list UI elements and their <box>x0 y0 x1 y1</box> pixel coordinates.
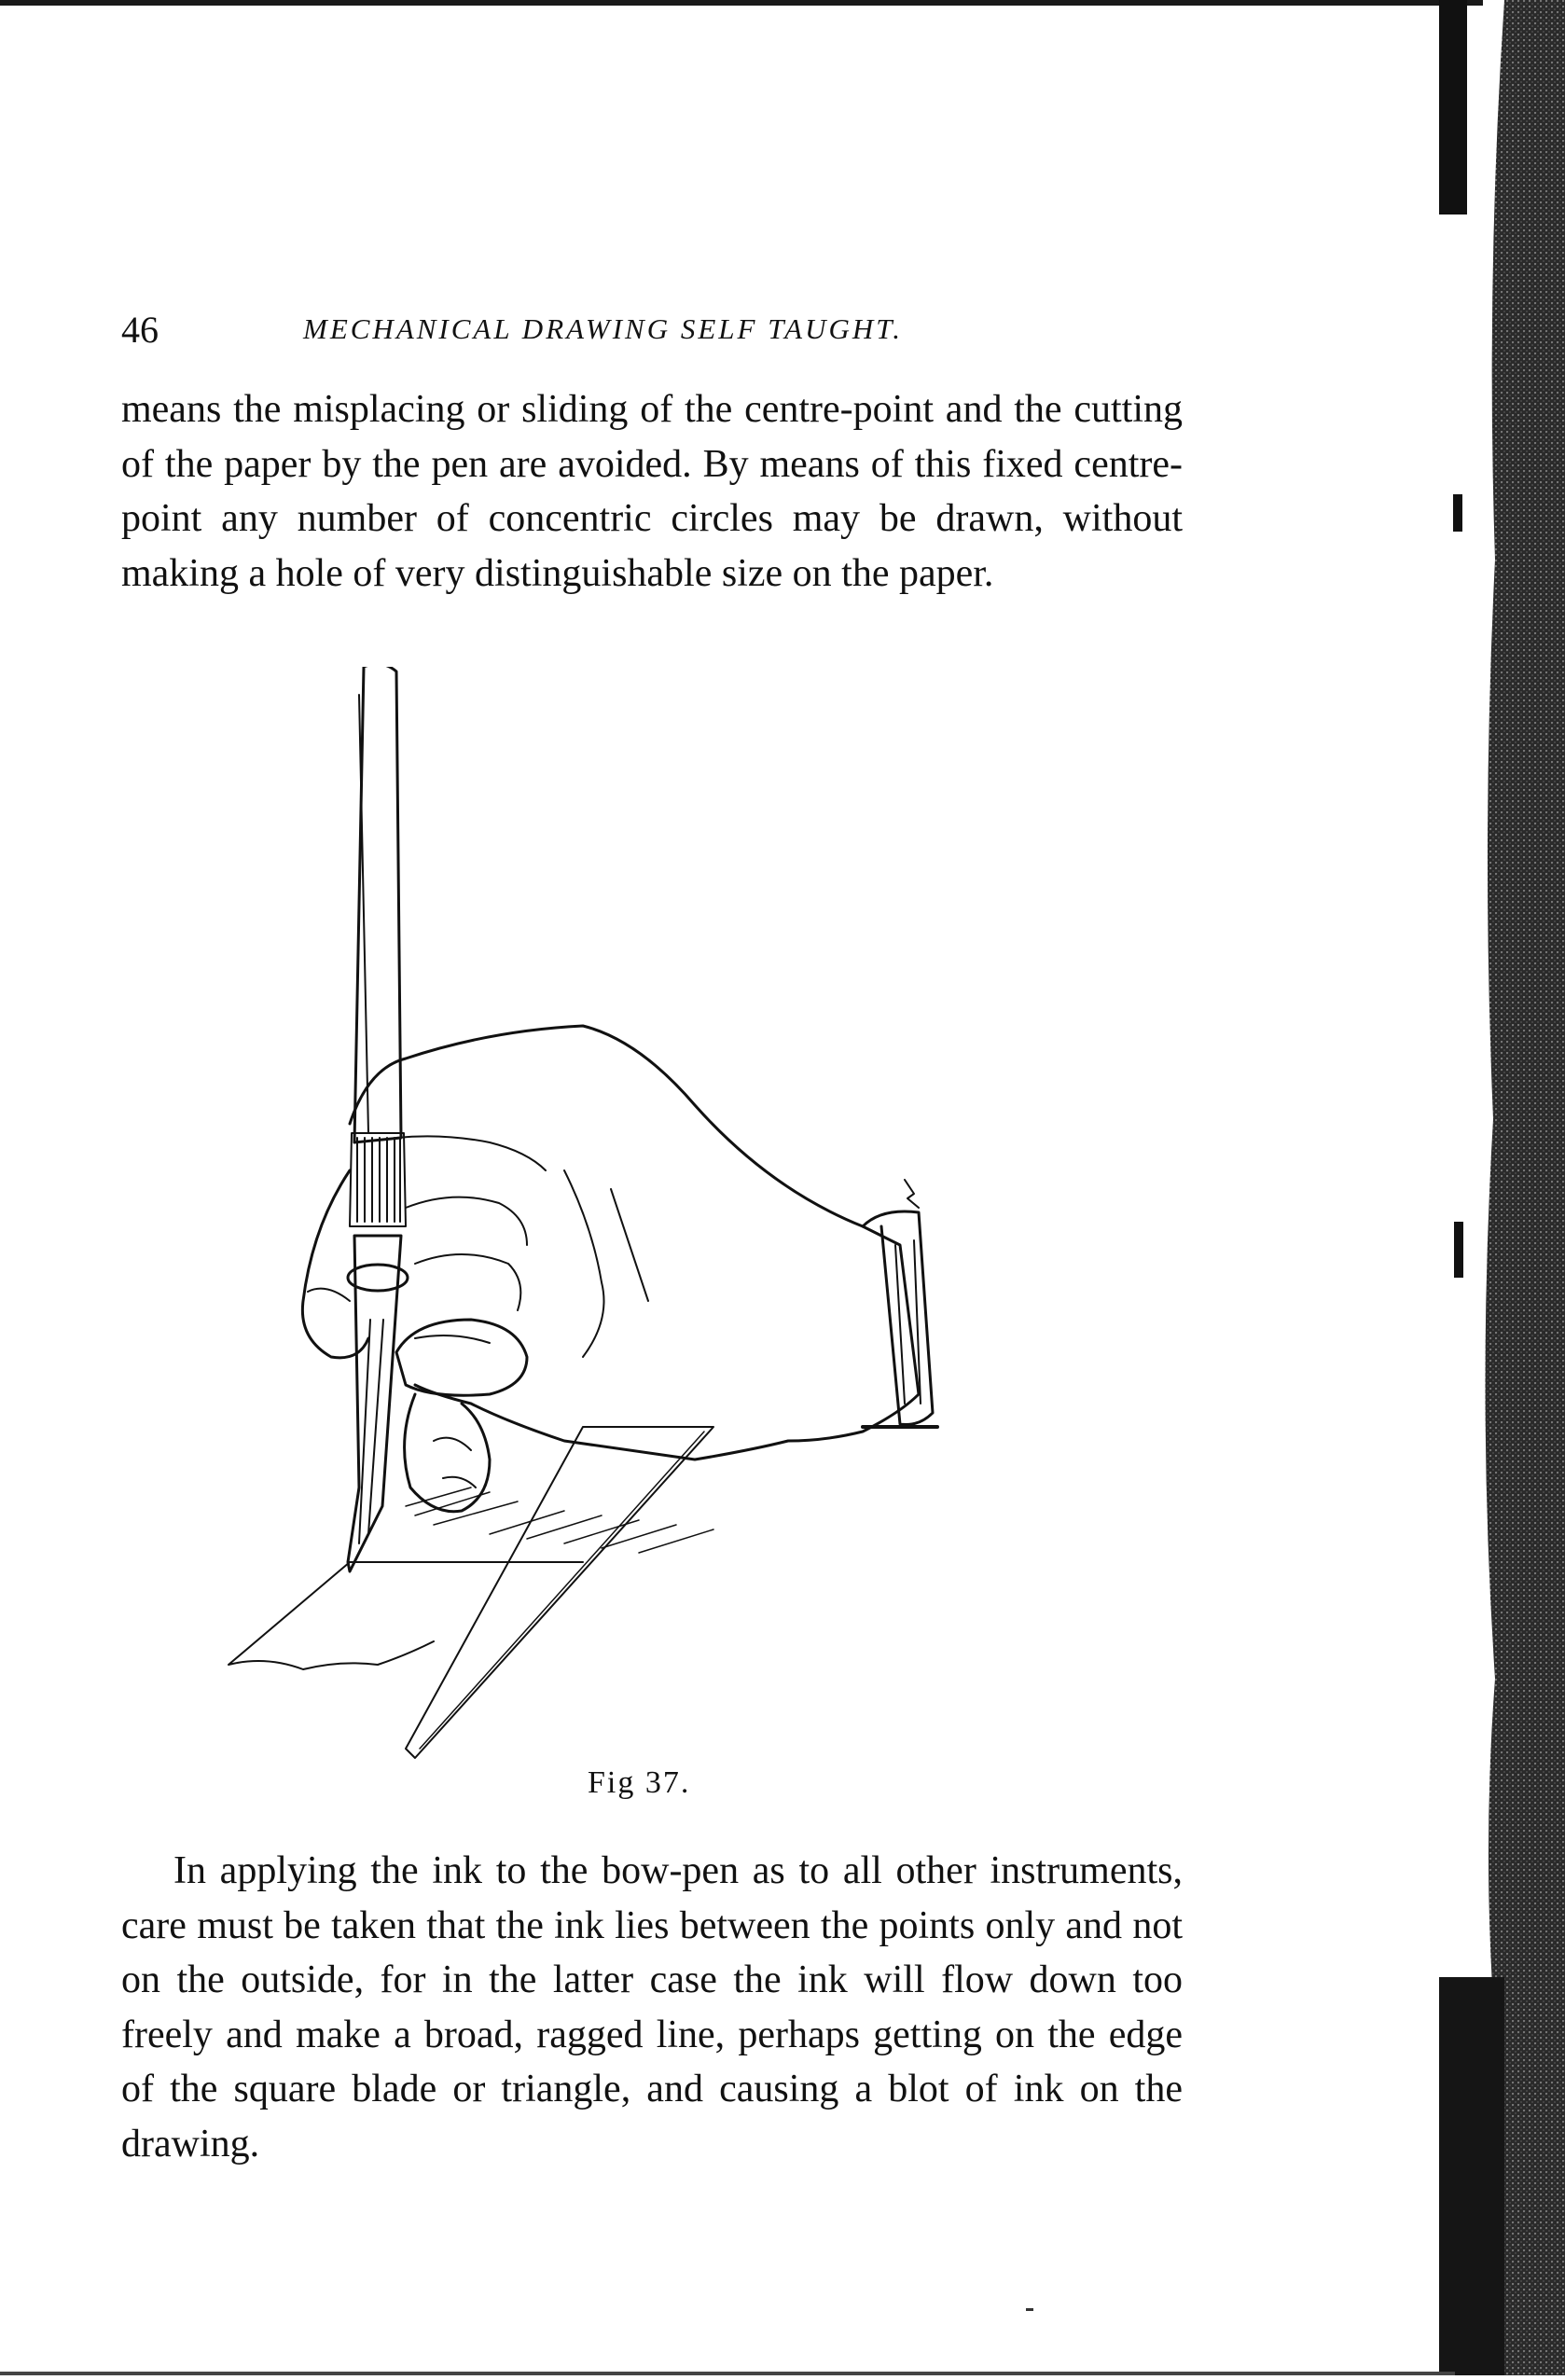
body-paragraph-1: means the misplacing or sliding of the centre-point and the cutting of the paper by the pen are avoided. By means of this fixed centre-point any number of concentric circles may be drawn, without making a hole of very distinguishable size on the paper. <box>121 388 1183 595</box>
figure-hand-holding-bow-pen <box>210 667 1105 1767</box>
page-header <box>121 308 1054 364</box>
paper-sheet <box>229 1562 434 1669</box>
hand-drawing-illustration <box>210 667 1105 1767</box>
pen-grip <box>350 1133 406 1226</box>
figure-caption: Fig 37. <box>588 1765 691 1800</box>
pen-handle <box>354 667 401 1142</box>
stray-mark <box>1026 2308 1033 2311</box>
book-binding-edge <box>1439 0 1565 2375</box>
bottom-scan-edge <box>0 2372 1455 2375</box>
shadow-hatching <box>406 1488 713 1553</box>
index-finger <box>302 1170 368 1358</box>
page-number: 46 <box>121 309 159 351</box>
running-head: MECHANICAL DRAWING SELF TAUGHT. <box>303 312 903 345</box>
top-scan-edge <box>0 0 1483 6</box>
body-paragraph-2: In applying the ink to the bow-pen as to all other instruments, care must be taken that the ink lies between the points only and not on the outside, for in the latter case the ink will flow down too freely and make a broad, ragged line, perhaps getting on the edge of the square blade or triangle, and causing a blot of ink on the drawing. <box>121 1849 1183 2166</box>
